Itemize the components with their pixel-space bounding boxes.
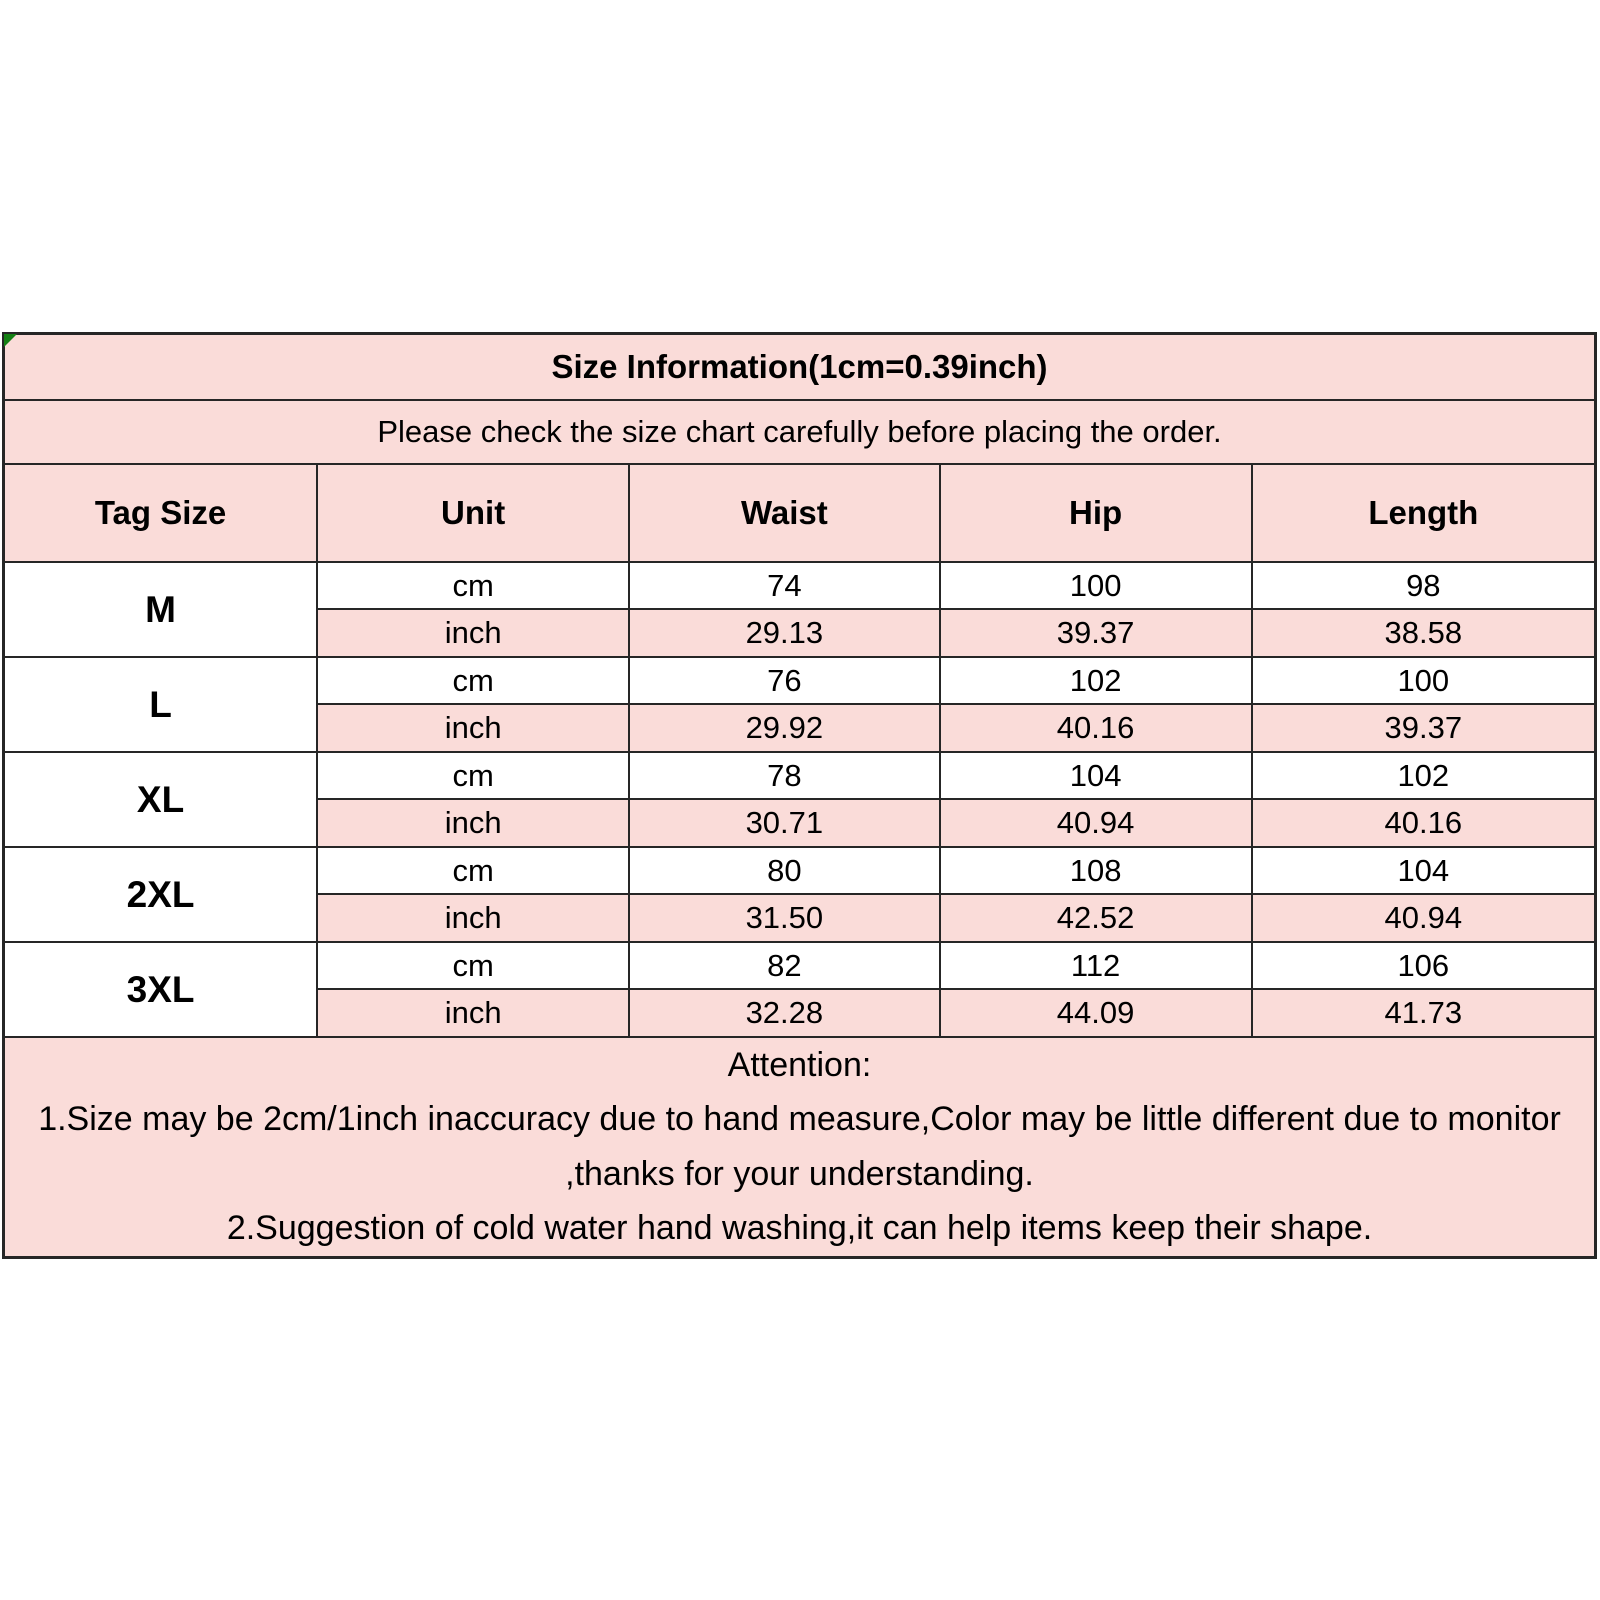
unit-cell: cm: [317, 657, 629, 704]
tag-size-cell: 2XL: [4, 847, 318, 942]
size-chart-table-wrap: [2, 332, 1597, 1259]
length-value-cell: 106: [1252, 942, 1596, 989]
hip-value-cell: 108: [940, 847, 1252, 894]
waist-value-cell: 32.28: [629, 989, 939, 1037]
table-row: [4, 752, 1596, 799]
hip-value-cell: 112: [940, 942, 1252, 989]
waist-value-cell: 74: [629, 562, 939, 609]
tag-size-cell: M: [4, 562, 318, 657]
size-chart-table: [2, 332, 1597, 1259]
tag-size-cell: L: [4, 657, 318, 752]
unit-cell: inch: [317, 894, 629, 942]
attention-note-2: 2.Suggestion of cold water hand washing,it can help items keep their shape.: [226, 1209, 1373, 1248]
length-value-cell: 39.37: [1252, 704, 1596, 752]
length-value-cell: 40.94: [1252, 894, 1596, 942]
hip-value-cell: 104: [940, 752, 1252, 799]
column-header-waist: Waist: [629, 464, 939, 562]
unit-cell: inch: [317, 989, 629, 1037]
hip-value-cell: 102: [940, 657, 1252, 704]
waist-value-cell: 82: [629, 942, 939, 989]
attention-note-1b: ,thanks for your understanding.: [565, 1154, 1034, 1193]
unit-cell: cm: [317, 752, 629, 799]
title-row: [4, 334, 1596, 401]
hip-value-cell: 39.37: [940, 609, 1252, 657]
waist-value-cell: 31.50: [629, 894, 939, 942]
unit-cell: cm: [317, 942, 629, 989]
hip-value-cell: 44.09: [940, 989, 1252, 1037]
unit-cell: inch: [317, 799, 629, 847]
corner-marker-icon: [4, 334, 17, 347]
table-row: [4, 562, 1596, 609]
hip-value-cell: 40.16: [940, 704, 1252, 752]
column-header-row: [4, 464, 1596, 562]
table-row: [4, 847, 1596, 894]
length-value-cell: 100: [1252, 657, 1596, 704]
attention-row: [4, 1037, 1596, 1257]
waist-value-cell: 78: [629, 752, 939, 799]
length-value-cell: 102: [1252, 752, 1596, 799]
tag-size-cell: XL: [4, 752, 318, 847]
unit-cell: inch: [317, 609, 629, 657]
table-row: [4, 942, 1596, 989]
chart-title: Size Information(1cm=0.39inch): [4, 334, 1596, 401]
attention-note-1: 1.Size may be 2cm/1inch inaccuracy due to hand measure,Color may be little different due to monitor: [38, 1100, 1561, 1139]
unit-cell: inch: [317, 704, 629, 752]
attention-heading: Attention:: [727, 1046, 872, 1084]
waist-value-cell: 30.71: [629, 799, 939, 847]
table-row: [4, 657, 1596, 704]
chart-subtitle: Please check the size chart carefully before placing the order.: [4, 400, 1596, 464]
attention-block: [4, 1037, 1596, 1257]
hip-value-cell: 40.94: [940, 799, 1252, 847]
unit-cell: cm: [317, 847, 629, 894]
column-header-length: Length: [1252, 464, 1596, 562]
hip-value-cell: 100: [940, 562, 1252, 609]
length-value-cell: 104: [1252, 847, 1596, 894]
column-header-hip: Hip: [940, 464, 1252, 562]
waist-value-cell: 29.13: [629, 609, 939, 657]
column-header-unit: Unit: [317, 464, 629, 562]
column-header-tag-size: Tag Size: [4, 464, 318, 562]
tag-size-cell: 3XL: [4, 942, 318, 1037]
length-value-cell: 40.16: [1252, 799, 1596, 847]
subtitle-row: [4, 400, 1596, 464]
length-value-cell: 38.58: [1252, 609, 1596, 657]
waist-value-cell: 80: [629, 847, 939, 894]
length-value-cell: 98: [1252, 562, 1596, 609]
unit-cell: cm: [317, 562, 629, 609]
waist-value-cell: 76: [629, 657, 939, 704]
waist-value-cell: 29.92: [629, 704, 939, 752]
length-value-cell: 41.73: [1252, 989, 1596, 1037]
hip-value-cell: 42.52: [940, 894, 1252, 942]
